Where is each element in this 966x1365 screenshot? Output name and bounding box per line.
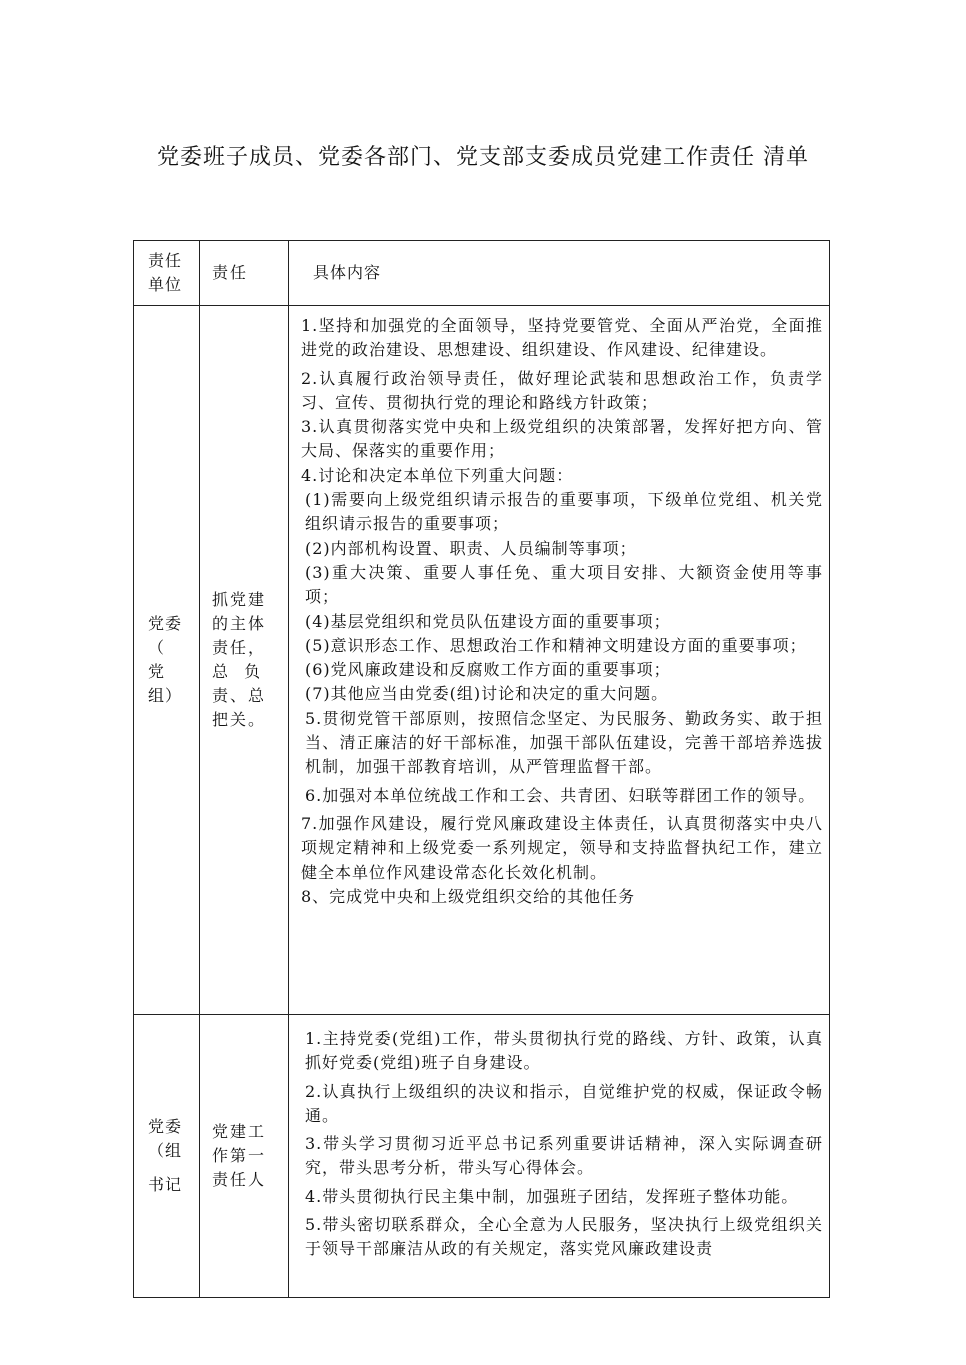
responsibility-cell: 党建工 作第一 责任人 xyxy=(200,1015,289,1298)
responsibility-cell: 抓党建 的主体 责任， 总 负 责、总 把关。 xyxy=(200,306,289,1015)
list-item: 2.认真执行上级组织的决议和指示，自觉维护党的权威，保证政令畅通。 xyxy=(305,1081,823,1125)
list-item: (7)其他应当由党委(组)讨论和决定的重大问题。 xyxy=(305,684,669,704)
list-item: (4)基层党组织和党员队伍建设方面的重要事项； xyxy=(305,611,671,631)
unit-cell: 党委 （ 党 组） xyxy=(134,306,200,1015)
list-item: 6.加强对本单位统战工作和工会、共青团、妇联等群团工作的领导。 xyxy=(305,785,816,805)
list-item: (6)党风廉政建设和反腐败工作方面的重要事项； xyxy=(305,660,671,680)
list-item: 1.主持党委(党组)工作，带头贯彻执行党的路线、方针、政策，认真抓好党委(党组)班子自身建设。 xyxy=(305,1029,823,1073)
unit-cell: 党委 （组 书记 xyxy=(134,1015,200,1298)
list-item: (5)意识形态工作、思想政治工作和精神文明建设方面的重要事项； xyxy=(305,635,807,655)
list-item: 3.认真贯彻落实党中央和上级党组织的决策部署，发挥好把方向、管大局、保落实的重要作用； xyxy=(301,417,823,461)
list-item: 8、完成党中央和上级党组织交给的其他任务 xyxy=(301,886,636,906)
table-header-row xyxy=(134,241,830,306)
list-item: 3.带头学习贯彻习近平总书记系列重要讲话精神，深入实际调查研究，带头思考分析，带头写心得体会。 xyxy=(305,1134,823,1178)
list-item: (2)内部机构设置、职责、人员编制等事项； xyxy=(305,538,637,558)
table-row xyxy=(134,306,830,1015)
list-item: 4.带头贯彻执行民主集中制，加强班子团结，发挥班子整体功能。 xyxy=(305,1186,799,1206)
list-item: (1)需要向上级党组织请示报告的重要事项，下级单位党组、机关党组织请示报告的重要事项； xyxy=(305,490,823,534)
content-cell xyxy=(289,306,830,1015)
header-unit: 责任 单位 xyxy=(134,241,200,306)
list-item: 4.讨论和决定本单位下列重大问题： xyxy=(301,465,574,485)
list-item: 5.贯彻党管干部原则，按照信念坚定、为民服务、勤政务实、敢于担当、清正廉洁的好干部标准，加强干部队伍建设，完善干部培养选拔机制，加强干部教育培训，从严管理监督干部。 xyxy=(305,708,823,777)
list-item: 1.坚持和加强党的全面领导，坚持党要管党、全面从严治党，全面推进党的政治建设、思想建设、组织建设、作风建设、纪律建设。 xyxy=(301,316,823,360)
header-responsibility: 责任 xyxy=(200,241,289,306)
page-title: 党委班子成员、党委各部门、党支部支委成员党建工作责任 清单 xyxy=(157,145,809,170)
table-row xyxy=(134,1015,830,1298)
list-item: 2.认真履行政治领导责任，做好理论武装和思想政治工作，负责学习、宣传、贯彻执行党的理论和路线方针政策； xyxy=(301,368,823,412)
list-item: (3)重大决策、重要人事任免、重大项目安排、大额资金使用等事项； xyxy=(305,562,823,607)
responsibility-table xyxy=(133,240,830,1298)
list-item: 7.加强作风建设，履行党风廉政建设主体责任，认真贯彻落实中央八项规定精神和上级党委一系列规定，领导和支持监督执纪工作，建立健全本单位作风建设常态化长效化机制。 xyxy=(301,813,823,882)
content-cell xyxy=(289,1015,830,1298)
header-content: 具体内容 xyxy=(289,241,830,306)
list-item: 5.带头密切联系群众，全心全意为人民服务，坚决执行上级党组织关于领导干部廉洁从政的有关规定，落实党风廉政建设责 xyxy=(305,1215,823,1259)
